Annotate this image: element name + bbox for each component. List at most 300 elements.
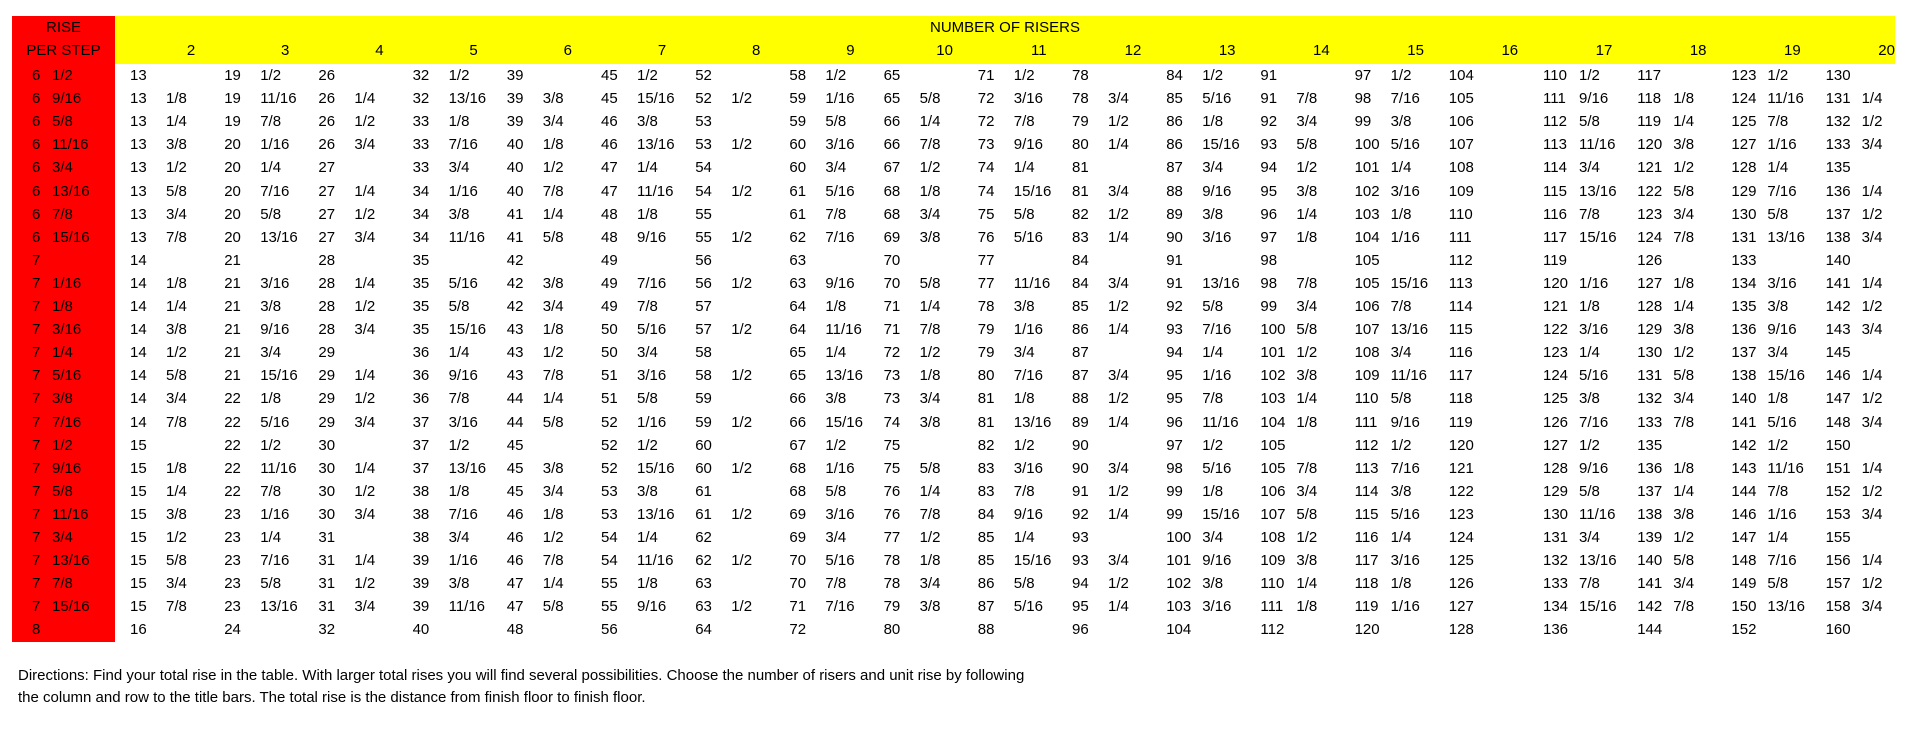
total-rise-whole: 13 <box>130 205 147 223</box>
total-rise-fraction: 11/16 <box>448 228 486 246</box>
total-rise-fraction: 1/4 <box>1108 505 1129 523</box>
total-rise-fraction: 5/16 <box>1013 228 1043 246</box>
total-rise-whole: 135 <box>1825 159 1851 177</box>
riser-count-header: 4 <box>375 42 384 59</box>
total-rise-whole: 62 <box>789 228 807 246</box>
total-rise-fraction: 7/8 <box>919 136 941 154</box>
total-rise-whole: 34 <box>412 182 430 200</box>
total-rise-whole: 99 <box>1354 113 1372 131</box>
total-rise-whole: 46 <box>506 505 524 523</box>
total-rise-whole: 13 <box>130 136 147 154</box>
total-rise-whole: 61 <box>789 205 807 223</box>
riser-count-header: 12 <box>1124 42 1142 59</box>
total-rise-whole: 42 <box>506 251 524 269</box>
total-rise-whole: 90 <box>1166 228 1183 246</box>
total-rise-fraction: 1/4 <box>1861 90 1883 108</box>
total-rise-whole: 65 <box>789 367 807 385</box>
total-rise-whole: 147 <box>1731 529 1757 546</box>
total-rise-whole: 49 <box>601 274 618 292</box>
total-rise-whole: 118 <box>1354 575 1379 593</box>
total-rise-whole: 94 <box>1072 575 1089 593</box>
total-rise-whole: 153 <box>1825 505 1851 523</box>
total-rise-fraction: 1/2 <box>354 390 376 408</box>
rise-whole-inches: 7 <box>32 575 41 593</box>
total-rise-whole: 123 <box>1637 205 1663 223</box>
total-rise-fraction: 9/16 <box>1202 552 1232 570</box>
total-rise-fraction: 1/16 <box>637 413 667 431</box>
total-rise-fraction: 1/2 <box>1108 298 1129 315</box>
total-rise-fraction: 1/16 <box>1579 274 1609 292</box>
total-rise-whole: 26 <box>318 67 336 84</box>
total-rise-whole: 31 <box>318 575 336 593</box>
total-rise-whole: 98 <box>1260 274 1278 292</box>
total-rise-fraction: 7/8 <box>1013 113 1035 131</box>
total-rise-whole: 34 <box>412 205 430 223</box>
total-rise-whole: 137 <box>1825 205 1851 223</box>
total-rise-fraction: 1/2 <box>1108 205 1129 223</box>
total-rise-whole: 91 <box>1166 251 1183 269</box>
total-rise-whole: 58 <box>695 344 712 362</box>
total-rise-fraction: 3/4 <box>1861 136 1883 154</box>
total-rise-whole: 138 <box>1825 228 1851 246</box>
table-row <box>0 595 1907 618</box>
total-rise-whole: 160 <box>1825 621 1851 639</box>
total-rise-whole: 137 <box>1731 344 1757 362</box>
total-rise-whole: 14 <box>130 344 147 362</box>
total-rise-whole: 47 <box>601 182 618 200</box>
total-rise-fraction: 1/2 <box>260 67 282 84</box>
rise-fraction-inches: 11/16 <box>52 505 89 523</box>
rise-fraction-inches: 5/16 <box>52 367 82 385</box>
total-rise-fraction: 1/2 <box>1296 344 1318 362</box>
total-rise-whole: 95 <box>1072 598 1089 616</box>
total-rise-whole: 98 <box>1354 90 1372 108</box>
total-rise-fraction: 3/4 <box>1861 413 1883 431</box>
total-rise-fraction: 5/8 <box>1767 575 1789 593</box>
total-rise-fraction: 1/2 <box>448 67 470 84</box>
total-rise-whole: 119 <box>1448 413 1473 431</box>
total-rise-whole: 122 <box>1448 482 1474 500</box>
total-rise-fraction: 1/2 <box>166 344 187 362</box>
total-rise-fraction: 3/4 <box>1296 298 1318 315</box>
total-rise-whole: 112 <box>1448 251 1473 269</box>
total-rise-whole: 123 <box>1543 344 1569 362</box>
total-rise-fraction: 3/4 <box>1108 90 1129 108</box>
total-rise-fraction: 7/8 <box>542 552 564 570</box>
total-rise-fraction: 1/16 <box>260 505 290 523</box>
total-rise-whole: 142 <box>1637 598 1663 616</box>
number-of-risers-header <box>115 16 1895 64</box>
total-rise-fraction: 1/2 <box>731 228 753 246</box>
total-rise-whole: 39 <box>412 552 430 570</box>
total-rise-whole: 115 <box>1354 505 1379 523</box>
total-rise-fraction: 1/2 <box>919 529 941 546</box>
total-rise-whole: 120 <box>1543 274 1569 292</box>
total-rise-fraction: 1/8 <box>1673 274 1695 292</box>
total-rise-whole: 86 <box>1072 321 1089 339</box>
riser-count-header: 3 <box>281 42 290 59</box>
total-rise-fraction: 9/16 <box>1013 136 1043 154</box>
total-rise-whole: 74 <box>883 413 901 431</box>
total-rise-whole: 99 <box>1166 482 1183 500</box>
total-rise-fraction: 15/16 <box>637 90 675 108</box>
rise-fraction-inches: 13/16 <box>52 182 90 200</box>
total-rise-fraction: 3/8 <box>166 321 187 339</box>
total-rise-fraction: 1/4 <box>166 113 187 131</box>
total-rise-fraction: 1/4 <box>637 529 658 546</box>
total-rise-whole: 31 <box>318 598 336 616</box>
total-rise-whole: 141 <box>1825 274 1851 292</box>
total-rise-whole: 98 <box>1166 459 1183 477</box>
total-rise-fraction: 5/8 <box>825 113 847 131</box>
total-rise-fraction: 7/8 <box>542 367 564 385</box>
total-rise-fraction: 5/8 <box>260 205 282 223</box>
total-rise-fraction: 3/4 <box>1673 205 1695 223</box>
total-rise-whole: 60 <box>789 159 807 177</box>
total-rise-whole: 73 <box>883 367 901 385</box>
total-rise-whole: 23 <box>224 575 241 593</box>
total-rise-whole: 53 <box>601 505 618 523</box>
total-rise-whole: 19 <box>224 113 241 131</box>
total-rise-fraction: 1/8 <box>542 136 564 154</box>
total-rise-whole: 78 <box>977 298 995 315</box>
table-row <box>0 133 1907 156</box>
total-rise-whole: 109 <box>1260 552 1286 570</box>
total-rise-fraction: 5/8 <box>1202 298 1224 315</box>
total-rise-whole: 116 <box>1354 529 1379 546</box>
total-rise-fraction: 3/8 <box>637 482 658 500</box>
total-rise-whole: 88 <box>1072 390 1089 408</box>
total-rise-fraction: 1/8 <box>1673 90 1695 108</box>
total-rise-fraction: 1/2 <box>1861 575 1883 593</box>
total-rise-whole: 63 <box>695 598 712 616</box>
total-rise-whole: 123 <box>1448 505 1474 523</box>
total-rise-whole: 130 <box>1637 344 1663 362</box>
total-rise-whole: 99 <box>1166 505 1183 523</box>
total-rise-fraction: 7/16 <box>1767 182 1797 200</box>
total-rise-whole: 119 <box>1637 113 1662 131</box>
riser-count-header: 18 <box>1689 42 1707 59</box>
total-rise-fraction: 7/8 <box>260 113 282 131</box>
total-rise-fraction: 3/4 <box>825 529 847 546</box>
total-rise-fraction: 5/8 <box>1390 390 1412 408</box>
total-rise-fraction: 1/2 <box>731 505 753 523</box>
total-rise-whole: 52 <box>695 67 712 84</box>
total-rise-fraction: 5/8 <box>260 575 282 593</box>
total-rise-fraction: 7/8 <box>260 482 282 500</box>
rise-whole-inches: 6 <box>32 136 41 154</box>
total-rise-whole: 110 <box>1354 390 1379 408</box>
total-rise-fraction: 1/16 <box>825 90 855 108</box>
total-rise-fraction: 1/4 <box>166 298 187 315</box>
total-rise-fraction: 5/8 <box>919 90 941 108</box>
total-rise-whole: 72 <box>883 344 901 362</box>
total-rise-whole: 94 <box>1260 159 1278 177</box>
total-rise-whole: 83 <box>977 459 995 477</box>
riser-count-header: 20 <box>1878 42 1895 59</box>
total-rise-whole: 38 <box>412 482 430 500</box>
total-rise-fraction: 11/16 <box>1013 274 1051 292</box>
total-rise-whole: 105 <box>1354 274 1380 292</box>
total-rise-fraction: 11/16 <box>1202 413 1239 431</box>
total-rise-fraction: 1/2 <box>1108 390 1129 408</box>
total-rise-whole: 91 <box>1166 274 1183 292</box>
total-rise-whole: 29 <box>318 344 336 362</box>
total-rise-whole: 117 <box>1637 67 1662 84</box>
total-rise-whole: 68 <box>789 459 807 477</box>
total-rise-whole: 129 <box>1637 321 1663 339</box>
total-rise-whole: 20 <box>224 136 241 154</box>
total-rise-whole: 101 <box>1166 552 1192 570</box>
total-rise-whole: 41 <box>506 228 524 246</box>
total-rise-fraction: 3/4 <box>1202 159 1224 177</box>
total-rise-whole: 102 <box>1166 575 1192 593</box>
total-rise-fraction: 7/16 <box>1390 459 1420 477</box>
total-rise-fraction: 1/4 <box>354 90 376 108</box>
total-rise-whole: 80 <box>1072 136 1089 154</box>
total-rise-fraction: 11/16 <box>448 598 486 616</box>
total-rise-whole: 13 <box>130 90 147 108</box>
total-rise-whole: 59 <box>695 390 712 408</box>
rise-whole-inches: 6 <box>32 90 41 108</box>
total-rise-fraction: 1/2 <box>354 482 376 500</box>
rise-fraction-inches: 11/16 <box>52 136 89 154</box>
total-rise-whole: 77 <box>883 529 901 546</box>
total-rise-whole: 46 <box>506 552 524 570</box>
total-rise-fraction: 1/4 <box>1296 575 1318 593</box>
total-rise-whole: 48 <box>601 228 618 246</box>
total-rise-fraction: 11/16 <box>1390 367 1428 385</box>
total-rise-whole: 131 <box>1825 90 1851 108</box>
total-rise-whole: 37 <box>412 413 430 431</box>
rise-whole-inches: 7 <box>32 598 41 616</box>
total-rise-fraction: 9/16 <box>637 598 667 616</box>
total-rise-fraction: 3/8 <box>260 298 282 315</box>
total-rise-fraction: 1/2 <box>354 113 376 131</box>
total-rise-fraction: 3/4 <box>1108 552 1129 570</box>
total-rise-whole: 15 <box>130 552 147 570</box>
total-rise-whole: 120 <box>1354 621 1380 639</box>
rise-fraction-inches: 3/4 <box>52 159 73 177</box>
total-rise-fraction: 1/4 <box>542 205 564 223</box>
total-rise-fraction: 5/8 <box>542 598 564 616</box>
total-rise-fraction: 1/2 <box>1202 436 1224 454</box>
total-rise-whole: 86 <box>977 575 995 593</box>
directions-text: Directions: Find your total rise in the table. With larger total rises you will find several possibilities. Choose the number of risers and unit rise by following the column and row to the title bars. The total rise is the distance from finish floor to finish floor. <box>18 667 1025 706</box>
total-rise-whole: 52 <box>601 436 618 454</box>
total-rise-whole: 127 <box>1731 136 1757 154</box>
total-rise-whole: 90 <box>1072 459 1089 477</box>
table-row <box>0 226 1907 249</box>
total-rise-fraction: 3/8 <box>1390 113 1412 131</box>
total-rise-whole: 36 <box>412 390 430 408</box>
rise-whole-inches: 6 <box>32 159 41 177</box>
total-rise-fraction: 1/8 <box>542 505 564 523</box>
total-rise-whole: 23 <box>224 598 241 616</box>
total-rise-fraction: 3/4 <box>1390 344 1412 362</box>
total-rise-fraction: 1/4 <box>1673 113 1695 131</box>
total-rise-whole: 76 <box>883 482 901 500</box>
total-rise-fraction: 9/16 <box>1579 90 1609 108</box>
total-rise-fraction: 1/16 <box>448 552 478 570</box>
total-rise-whole: 146 <box>1825 367 1851 385</box>
total-rise-fraction: 1/4 <box>1861 274 1883 292</box>
total-rise-fraction: 1/8 <box>1296 413 1318 431</box>
total-rise-fraction: 3/8 <box>1296 182 1318 200</box>
total-rise-fraction: 7/8 <box>1390 298 1412 315</box>
total-rise-whole: 40 <box>506 159 524 177</box>
total-rise-whole: 83 <box>977 482 995 500</box>
total-rise-whole: 73 <box>977 136 995 154</box>
total-rise-fraction: 13/16 <box>825 367 863 385</box>
total-rise-fraction: 1/2 <box>1296 159 1318 177</box>
total-rise-whole: 45 <box>506 459 524 477</box>
rise-whole-inches: 7 <box>32 390 41 408</box>
total-rise-fraction: 5/8 <box>1673 182 1695 200</box>
total-rise-fraction: 7/8 <box>1673 598 1695 616</box>
total-rise-fraction: 1/16 <box>1767 136 1797 154</box>
total-rise-fraction: 1/2 <box>731 90 753 108</box>
total-rise-whole: 15 <box>130 529 147 546</box>
total-rise-fraction: 15/16 <box>825 413 863 431</box>
total-rise-whole: 46 <box>601 136 618 154</box>
total-rise-fraction: 3/8 <box>1013 298 1035 315</box>
total-rise-fraction: 13/16 <box>1013 413 1052 431</box>
total-rise-fraction: 1/2 <box>1579 67 1600 84</box>
total-rise-whole: 42 <box>506 298 524 315</box>
total-rise-whole: 53 <box>695 113 712 131</box>
total-rise-whole: 21 <box>224 367 241 385</box>
total-rise-fraction: 1/2 <box>731 598 753 616</box>
total-rise-whole: 95 <box>1260 182 1278 200</box>
total-rise-whole: 56 <box>601 621 618 639</box>
total-rise-whole: 113 <box>1543 136 1567 154</box>
total-rise-fraction: 1/2 <box>731 413 753 431</box>
rise-whole-inches: 6 <box>32 67 41 84</box>
total-rise-whole: 124 <box>1448 529 1474 546</box>
total-rise-whole: 131 <box>1637 367 1663 385</box>
total-rise-fraction: 1/16 <box>1390 598 1420 616</box>
total-rise-whole: 33 <box>412 113 430 131</box>
total-rise-whole: 85 <box>977 529 995 546</box>
total-rise-whole: 129 <box>1731 182 1757 200</box>
total-rise-whole: 138 <box>1637 505 1663 523</box>
total-rise-whole: 45 <box>601 67 618 84</box>
total-rise-whole: 31 <box>318 552 336 570</box>
total-rise-fraction: 3/8 <box>1202 575 1224 593</box>
total-rise-whole: 108 <box>1448 159 1474 177</box>
total-rise-whole: 64 <box>789 321 807 339</box>
total-rise-fraction: 1/2 <box>731 367 753 385</box>
total-rise-whole: 20 <box>224 205 241 223</box>
total-rise-fraction: 1/2 <box>731 182 753 200</box>
table-row <box>0 156 1907 179</box>
total-rise-fraction: 1/2 <box>166 529 187 546</box>
total-rise-whole: 66 <box>883 113 901 131</box>
rise-fraction-inches: 15/16 <box>52 228 90 246</box>
total-rise-whole: 100 <box>1354 136 1380 154</box>
total-rise-whole: 78 <box>1072 90 1089 108</box>
total-rise-whole: 53 <box>695 136 712 154</box>
total-rise-fraction: 5/8 <box>825 482 847 500</box>
rise-fraction-inches: 7/8 <box>52 205 73 223</box>
total-rise-whole: 27 <box>318 228 336 246</box>
total-rise-fraction: 5/8 <box>1673 367 1695 385</box>
total-rise-whole: 127 <box>1637 274 1663 292</box>
total-rise-whole: 108 <box>1354 344 1380 362</box>
total-rise-whole: 15 <box>130 575 147 593</box>
total-rise-whole: 38 <box>412 529 430 546</box>
total-rise-fraction: 3/8 <box>542 90 564 108</box>
total-rise-fraction: 11/16 <box>1579 136 1616 154</box>
total-rise-whole: 23 <box>224 505 241 523</box>
total-rise-whole: 15 <box>130 459 147 477</box>
total-rise-fraction: 13/16 <box>448 459 487 477</box>
total-rise-fraction: 1/8 <box>1296 228 1318 246</box>
rise-whole-inches: 7 <box>32 505 41 523</box>
total-rise-whole: 134 <box>1543 598 1569 616</box>
total-rise-fraction: 1/8 <box>1296 598 1318 616</box>
total-rise-whole: 142 <box>1825 298 1851 315</box>
total-rise-whole: 87 <box>1166 159 1183 177</box>
total-rise-whole: 124 <box>1543 367 1569 385</box>
riser-count-header: 6 <box>563 42 572 59</box>
total-rise-fraction: 3/16 <box>1390 552 1420 570</box>
total-rise-fraction: 5/16 <box>637 321 667 339</box>
total-rise-fraction: 5/8 <box>1296 136 1318 154</box>
total-rise-whole: 63 <box>789 274 807 292</box>
total-rise-fraction: 3/4 <box>1579 159 1600 177</box>
stair-rise-table <box>0 64 1907 642</box>
total-rise-fraction: 3/4 <box>1013 344 1035 362</box>
total-rise-whole: 120 <box>1448 436 1474 454</box>
rise-whole-inches: 6 <box>32 228 41 246</box>
total-rise-whole: 79 <box>977 321 995 339</box>
total-rise-fraction: 7/8 <box>1767 482 1789 500</box>
total-rise-whole: 35 <box>412 274 430 292</box>
total-rise-fraction: 3/4 <box>1673 390 1695 408</box>
total-rise-whole: 93 <box>1072 552 1089 570</box>
total-rise-fraction: 1/2 <box>354 205 376 223</box>
total-rise-fraction: 1/4 <box>354 274 376 292</box>
total-rise-whole: 38 <box>412 505 430 523</box>
rise-fraction-inches: 5/8 <box>52 113 73 131</box>
total-rise-whole: 37 <box>412 459 430 477</box>
total-rise-whole: 14 <box>130 298 147 315</box>
total-rise-whole: 40 <box>506 182 524 200</box>
total-rise-whole: 71 <box>883 298 901 315</box>
total-rise-fraction: 3/16 <box>1767 274 1797 292</box>
riser-count-header: 16 <box>1501 42 1519 59</box>
total-rise-whole: 128 <box>1731 159 1757 177</box>
total-rise-whole: 70 <box>883 274 901 292</box>
total-rise-fraction: 1/8 <box>1390 575 1412 593</box>
total-rise-fraction: 3/8 <box>637 113 658 131</box>
total-rise-whole: 128 <box>1448 621 1474 639</box>
total-rise-fraction: 1/4 <box>542 390 564 408</box>
total-rise-whole: 76 <box>883 505 901 523</box>
total-rise-fraction: 7/16 <box>448 505 478 523</box>
total-rise-fraction: 3/16 <box>637 367 667 385</box>
total-rise-whole: 144 <box>1731 482 1757 500</box>
total-rise-fraction: 3/4 <box>1108 274 1129 292</box>
total-rise-whole: 23 <box>224 529 241 546</box>
total-rise-whole: 49 <box>601 298 618 315</box>
total-rise-fraction: 3/8 <box>919 413 941 431</box>
total-rise-fraction: 3/4 <box>1861 505 1883 523</box>
total-rise-whole: 98 <box>1260 251 1278 269</box>
total-rise-fraction: 1/4 <box>1861 459 1883 477</box>
